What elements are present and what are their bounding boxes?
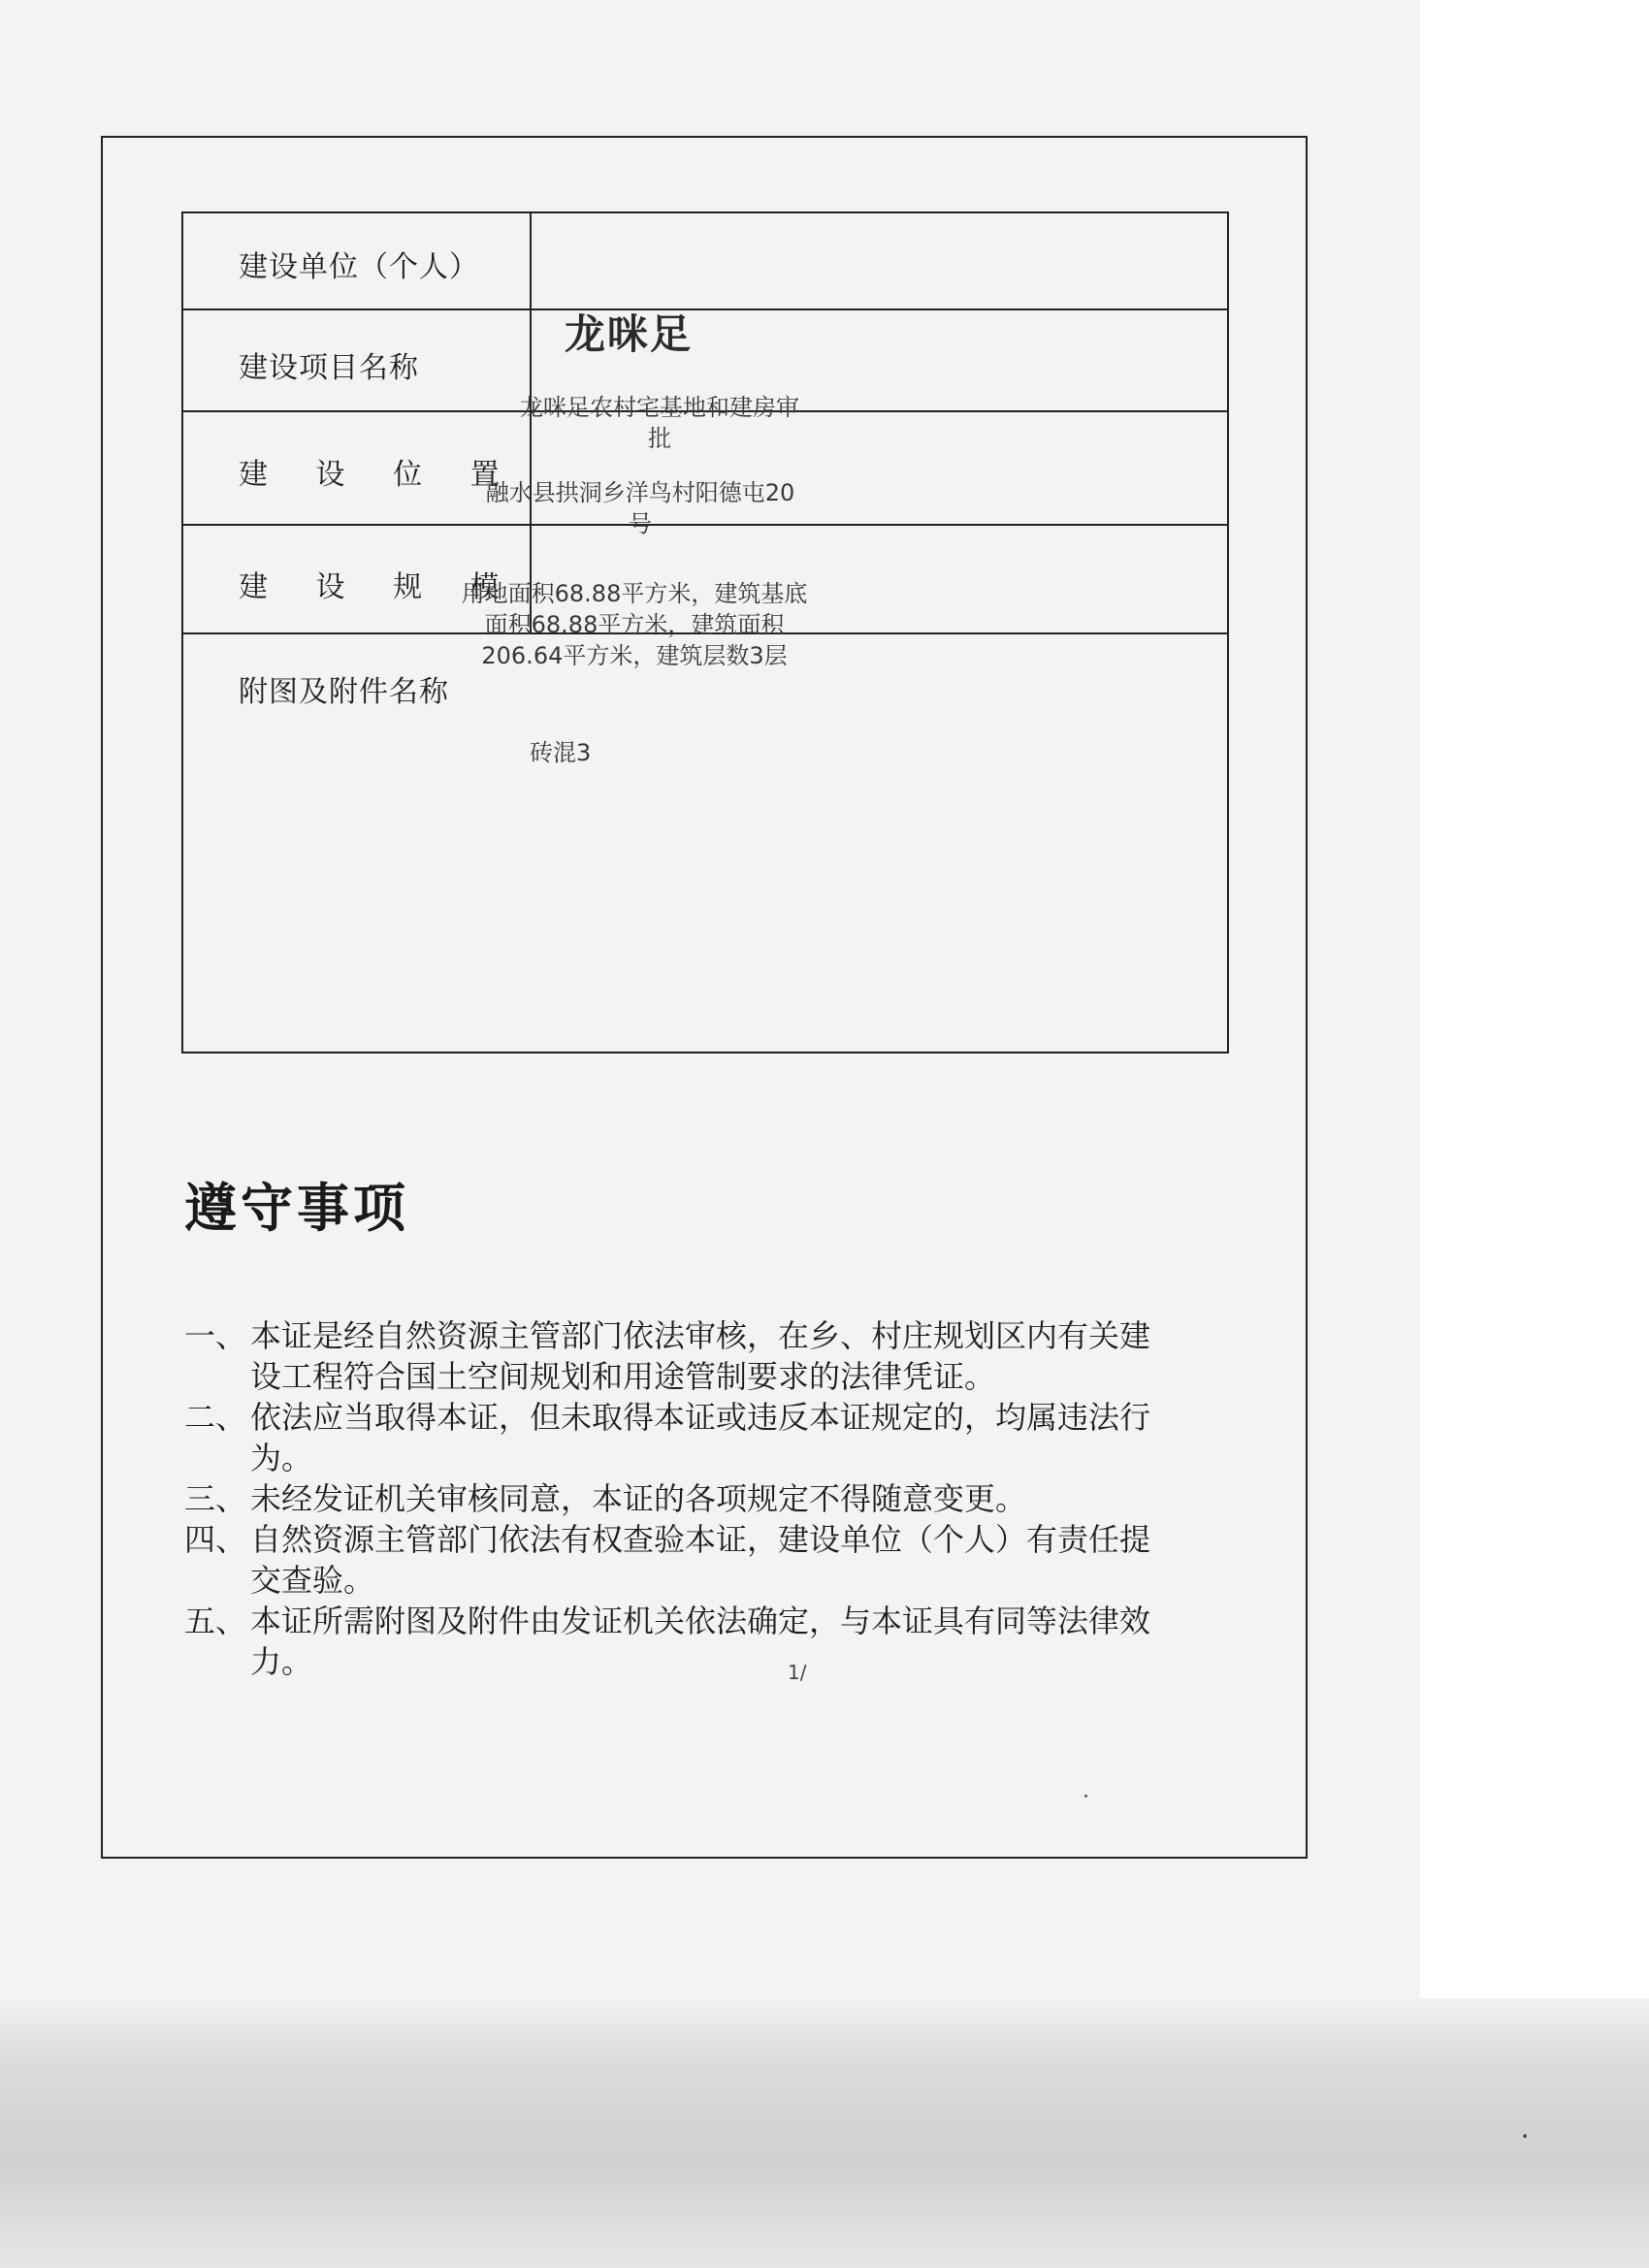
value-location: 融水县拱洞乡洋鸟村阳德屯20 号 [485, 479, 795, 537]
label-scale: 建 设 规 模 [239, 570, 519, 604]
value-builder: 龙咪足 [565, 310, 694, 358]
scan-background-right [1420, 0, 1649, 1998]
scan-shadow [0, 1998, 1649, 2268]
dust-speck [1523, 2134, 1527, 2138]
value-scale: 用地面积68.88平方米，建筑基底 面积68.88平方米，建筑面积 206.64平方米，建筑层数3层 [461, 580, 808, 669]
page-number: 1/ [788, 1661, 807, 1684]
label-attachments: 附图及附件名称 [239, 675, 449, 709]
label-builder: 建设单位（个人） [239, 250, 479, 284]
notes-title: 遵守事项 [184, 1178, 409, 1239]
note-item: 四、 自然资源主管部门依法有权查验本证，建设单位（个人）有责任提 交查验。 [184, 1521, 1151, 1599]
label-location: 建 设 位 置 [239, 458, 519, 492]
label-project-name: 建设项目名称 [239, 351, 419, 385]
note-item: 五、 本证所需附图及附件由发证机关依法确定，与本证具有同等法律效 力。 [184, 1603, 1151, 1680]
value-attachments: 砖混3 [530, 739, 592, 766]
note-item: 一、 本证是经自然资源主管部门依法审核，在乡、村庄规划区内有关建 设工程符合国土空间规划和用途管制要求的法律凭证。 [184, 1317, 1151, 1395]
note-item: 三、 未经发证机关审核同意，本证的各项规定不得随意变更。 [184, 1480, 1027, 1517]
table-row-divider [181, 308, 1229, 310]
value-project-name: 龙咪足农村宅基地和建房审 批 [520, 394, 799, 452]
note-item: 二、 依法应当取得本证，但未取得本证或违反本证规定的，均属违法行 为。 [184, 1399, 1151, 1476]
